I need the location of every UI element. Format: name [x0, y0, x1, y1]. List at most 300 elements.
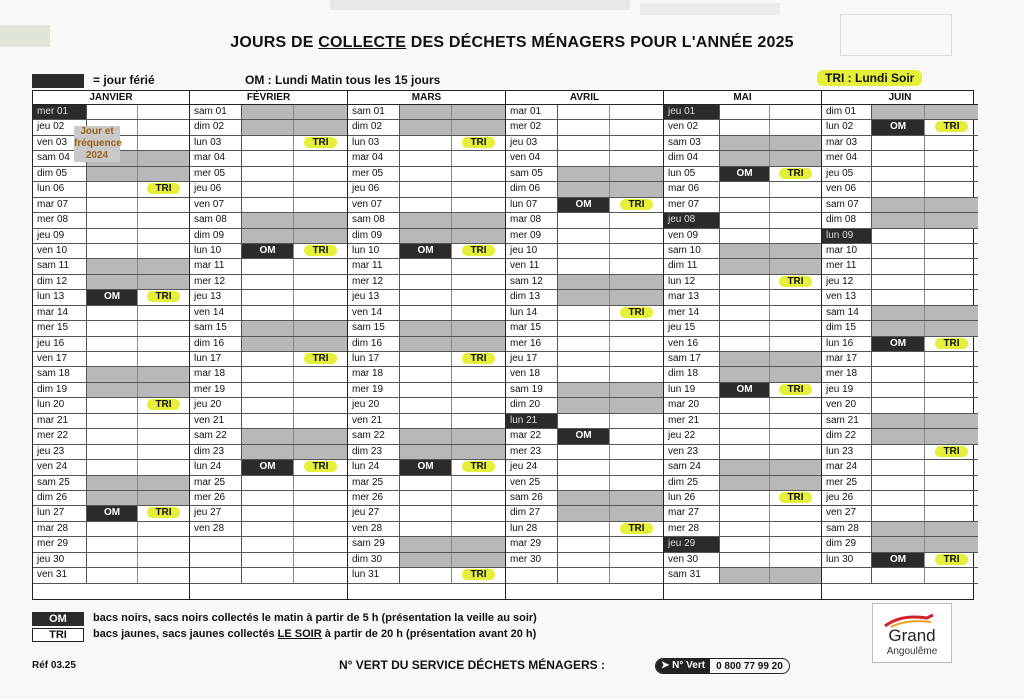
day-row: [506, 367, 663, 382]
day-label: sam 22: [190, 429, 242, 443]
day-label: lun 20: [33, 398, 87, 412]
tri-highlight: TRI: [147, 183, 179, 194]
day-label: mer 05: [348, 167, 400, 181]
day-label: sam 14: [822, 306, 872, 320]
tri-cell: [610, 275, 663, 289]
day-row: [190, 120, 347, 135]
holiday-legend-label: = jour férié: [93, 73, 155, 87]
tri-cell: [925, 445, 978, 459]
tri-cell: [610, 259, 663, 273]
om-cell: [242, 259, 294, 273]
tri-cell: [138, 213, 189, 227]
month-column: [822, 91, 978, 599]
day-label: sam 07: [822, 198, 872, 212]
tri-cell: [294, 198, 347, 212]
day-label: jeu 27: [348, 506, 400, 520]
tri-cell: [452, 120, 505, 134]
day-row: [664, 445, 821, 460]
om-cell: [720, 321, 770, 335]
month-header: MAI: [664, 91, 821, 105]
om-cell: [242, 337, 294, 351]
tri-cell: [925, 275, 978, 289]
tri-cell: [770, 429, 821, 443]
day-label: dim 11: [664, 259, 720, 273]
tri-cell: [138, 151, 189, 165]
tri-cell: [138, 522, 189, 536]
day-label: mer 29: [33, 537, 87, 551]
day-label: [190, 537, 242, 551]
day-row: [190, 429, 347, 444]
tri-cell: [925, 213, 978, 227]
day-row: [348, 290, 505, 305]
day-row: [822, 506, 978, 521]
day-label: mer 12: [348, 275, 400, 289]
logo-line1: Grand: [888, 626, 936, 645]
tri-highlight: TRI: [779, 276, 811, 287]
tri-cell: [770, 213, 821, 227]
day-row: [190, 568, 347, 583]
day-row: [33, 568, 189, 583]
day-label: dim 20: [506, 398, 558, 412]
tri-cell: [138, 367, 189, 381]
day-label: jeu 05: [822, 167, 872, 181]
tri-cell: [138, 398, 189, 412]
tri-cell: [294, 259, 347, 273]
day-row: [664, 414, 821, 429]
tri-cell: [770, 244, 821, 258]
day-row: [33, 337, 189, 352]
om-cell: [558, 476, 610, 490]
day-row: [822, 105, 978, 120]
day-row: [506, 537, 663, 552]
om-cell: [558, 445, 610, 459]
day-row: [190, 491, 347, 506]
om-schedule-label: OM : Lundi Matin tous les 15 jours: [245, 73, 441, 87]
day-row: [33, 429, 189, 444]
day-label: ven 13: [822, 290, 872, 304]
tri-cell: [770, 182, 821, 196]
day-row: [506, 151, 663, 166]
day-row: [664, 367, 821, 382]
day-label: lun 24: [348, 460, 400, 474]
om-cell: [558, 306, 610, 320]
day-row: [822, 120, 978, 135]
tri-cell: [294, 229, 347, 243]
day-label: dim 25: [664, 476, 720, 490]
tri-cell: [925, 321, 978, 335]
om-cell: [242, 151, 294, 165]
jour-frequence-2024-note: Jour et fréquence 2024: [74, 126, 122, 161]
om-cell: [872, 445, 925, 459]
om-cell: [400, 506, 452, 520]
day-row: [822, 429, 978, 444]
day-label: dim 26: [33, 491, 87, 505]
om-cell: [720, 244, 770, 258]
tri-cell: [770, 367, 821, 381]
day-label: sam 01: [348, 105, 400, 119]
day-row: [664, 491, 821, 506]
day-row: [190, 151, 347, 166]
tri-cell: [925, 367, 978, 381]
day-label: ven 17: [33, 352, 87, 366]
tri-cell: [770, 506, 821, 520]
tri-cell: [294, 460, 347, 474]
tri-cell: [925, 491, 978, 505]
day-label: jeu 17: [506, 352, 558, 366]
day-row: [33, 259, 189, 274]
om-cell: [720, 198, 770, 212]
tri-cell: [452, 151, 505, 165]
om-cell: [87, 568, 138, 582]
om-cell: [242, 213, 294, 227]
om-cell: [242, 398, 294, 412]
tri-highlight: TRI: [462, 137, 494, 148]
day-row: [822, 491, 978, 506]
tri-cell: [452, 568, 505, 582]
day-row: [348, 306, 505, 321]
om-cell: [87, 537, 138, 551]
tri-cell: [770, 537, 821, 551]
om-cell: [87, 198, 138, 212]
om-cell: [720, 120, 770, 134]
day-row: [506, 136, 663, 151]
om-cell: [872, 398, 925, 412]
day-label: dim 05: [33, 167, 87, 181]
day-label: lun 03: [190, 136, 242, 150]
day-row: [190, 537, 347, 552]
day-label: sam 05: [506, 167, 558, 181]
tri-cell: [770, 151, 821, 165]
om-cell: [872, 491, 925, 505]
day-label: mer 05: [190, 167, 242, 181]
day-row: [190, 105, 347, 120]
logo-line2: Angoulême: [886, 646, 938, 657]
day-row: [664, 167, 821, 182]
day-row: [348, 198, 505, 213]
tri-highlight: TRI: [304, 461, 336, 472]
day-row: [664, 352, 821, 367]
day-label: lun 03: [348, 136, 400, 150]
day-row: [822, 182, 978, 197]
tri-cell: [294, 414, 347, 428]
day-label: mer 30: [506, 553, 558, 567]
om-cell: OM: [872, 553, 925, 567]
day-row: [190, 321, 347, 336]
day-row: [348, 182, 505, 197]
tri-cell: [610, 213, 663, 227]
om-cell: [720, 414, 770, 428]
day-label: mar 01: [506, 105, 558, 119]
day-label: ven 07: [348, 198, 400, 212]
month-header: JANVIER: [33, 91, 189, 105]
day-row: [822, 398, 978, 413]
day-row: [190, 476, 347, 491]
day-row: [348, 120, 505, 135]
day-row: [506, 182, 663, 197]
day-row: [664, 198, 821, 213]
tri-cell: [452, 182, 505, 196]
om-cell: [242, 182, 294, 196]
tri-cell: [925, 259, 978, 273]
tri-cell: [610, 229, 663, 243]
day-row: [664, 522, 821, 537]
tri-cell: [138, 352, 189, 366]
day-label: sam 04: [33, 151, 87, 165]
day-label: mer 07: [664, 198, 720, 212]
tri-cell: [452, 352, 505, 366]
day-row: [664, 120, 821, 135]
om-cell: [720, 491, 770, 505]
day-row: [506, 383, 663, 398]
tri-cell: [770, 414, 821, 428]
tri-cell: [610, 537, 663, 551]
tri-cell: [610, 167, 663, 181]
day-label: mar 07: [33, 198, 87, 212]
om-legend-tag: OM: [32, 612, 84, 626]
day-label: lun 10: [348, 244, 400, 258]
tri-cell: [610, 383, 663, 397]
day-label: sam 26: [506, 491, 558, 505]
day-label: ven 14: [190, 306, 242, 320]
day-label: sam 22: [348, 429, 400, 443]
day-row: [33, 553, 189, 568]
tri-cell: [294, 445, 347, 459]
tri-cell: [452, 414, 505, 428]
om-cell: [242, 522, 294, 536]
tri-highlight: TRI: [462, 245, 494, 256]
om-cell: [242, 537, 294, 551]
day-row: [664, 229, 821, 244]
tri-cell: [610, 120, 663, 134]
om-cell: [400, 259, 452, 273]
om-cell: [242, 445, 294, 459]
day-row: [506, 460, 663, 475]
day-label: mar 21: [33, 414, 87, 428]
tri-cell: [925, 460, 978, 474]
om-cell: [242, 198, 294, 212]
day-row: [33, 275, 189, 290]
tri-cell: [294, 383, 347, 397]
day-row: [506, 120, 663, 135]
day-label: lun 17: [348, 352, 400, 366]
tri-cell: [610, 506, 663, 520]
om-cell: [242, 568, 294, 582]
day-label: sam 08: [190, 213, 242, 227]
day-row: [348, 506, 505, 521]
day-label: mer 18: [822, 367, 872, 381]
day-row: [348, 398, 505, 413]
om-cell: [400, 337, 452, 351]
om-cell: [558, 259, 610, 273]
day-label: jeu 29: [664, 537, 720, 551]
day-row: [348, 244, 505, 259]
tri-cell: [294, 537, 347, 551]
om-cell: [720, 568, 770, 582]
om-cell: [872, 198, 925, 212]
day-label: mer 12: [190, 275, 242, 289]
day-label: jeu 19: [822, 383, 872, 397]
day-row: [33, 506, 189, 521]
day-row: [822, 522, 978, 537]
day-row: [822, 167, 978, 182]
tri-cell: [138, 476, 189, 490]
day-row: [664, 275, 821, 290]
tri-cell: [294, 244, 347, 258]
tri-cell: [452, 491, 505, 505]
om-cell: [720, 290, 770, 304]
day-row: [33, 167, 189, 182]
day-row: [664, 460, 821, 475]
tri-cell: [294, 352, 347, 366]
tri-cell: [925, 476, 978, 490]
day-row: [506, 229, 663, 244]
om-cell: [87, 367, 138, 381]
day-row: [190, 290, 347, 305]
tri-cell: [452, 244, 505, 258]
om-cell: [720, 522, 770, 536]
day-label: dim 08: [822, 213, 872, 227]
tri-cell: [610, 105, 663, 119]
tri-highlight: TRI: [147, 507, 179, 518]
day-row: [506, 429, 663, 444]
day-row: [190, 398, 347, 413]
om-cell: OM: [872, 337, 925, 351]
day-label: dim 02: [348, 120, 400, 134]
day-row: [33, 105, 189, 120]
tri-cell: [770, 259, 821, 273]
tri-cell: [452, 337, 505, 351]
om-legend-text: bacs noirs, sacs noirs collectés le matin à partir de 5 h (présentation la veille au soir): [93, 612, 537, 624]
tri-cell: [138, 414, 189, 428]
tri-cell: [452, 522, 505, 536]
tri-cell: [294, 429, 347, 443]
tri-legend-text: bacs jaunes, sacs jaunes collectés LE SOIR à partir de 20 h (présentation avant 20 h): [93, 628, 537, 640]
day-row: [33, 182, 189, 197]
day-label: dim 16: [348, 337, 400, 351]
day-label: ven 30: [664, 553, 720, 567]
day-label: mer 19: [190, 383, 242, 397]
tri-cell: [770, 491, 821, 505]
month-column: [348, 91, 506, 599]
om-cell: [558, 182, 610, 196]
day-label: dim 06: [506, 182, 558, 196]
om-cell: [400, 198, 452, 212]
day-label: jeu 27: [190, 506, 242, 520]
om-cell: [872, 136, 925, 150]
om-cell: [558, 244, 610, 258]
tri-cell: [452, 229, 505, 243]
tri-cell: [610, 244, 663, 258]
tri-cell: [925, 568, 978, 582]
day-row: [348, 383, 505, 398]
om-cell: [242, 352, 294, 366]
om-cell: OM: [872, 120, 925, 134]
om-cell: [87, 398, 138, 412]
om-cell: [87, 275, 138, 289]
day-row: [506, 259, 663, 274]
day-label: mar 20: [664, 398, 720, 412]
tri-cell: [610, 136, 663, 150]
tri-cell: [294, 213, 347, 227]
om-cell: [558, 120, 610, 134]
om-cell: [558, 213, 610, 227]
day-label: mer 08: [33, 213, 87, 227]
tri-cell: [925, 352, 978, 366]
tri-legend-tag: TRI: [32, 628, 84, 642]
tri-cell: [452, 275, 505, 289]
day-label: jeu 06: [190, 182, 242, 196]
day-label: mar 04: [348, 151, 400, 165]
tri-cell: [610, 414, 663, 428]
day-label: sam 10: [664, 244, 720, 258]
day-row: [33, 398, 189, 413]
day-label: lun 17: [190, 352, 242, 366]
day-row: [190, 198, 347, 213]
day-row: [190, 182, 347, 197]
day-label: sam 18: [33, 367, 87, 381]
tri-cell: [138, 491, 189, 505]
day-row: [506, 398, 663, 413]
day-row: [506, 476, 663, 491]
tri-cell: [610, 306, 663, 320]
day-row: [822, 198, 978, 213]
day-row: [348, 321, 505, 336]
om-cell: [87, 460, 138, 474]
om-cell: [400, 306, 452, 320]
day-row: [348, 460, 505, 475]
om-cell: [242, 491, 294, 505]
day-label: sam 08: [348, 213, 400, 227]
day-label: sam 03: [664, 136, 720, 150]
tri-cell: [770, 352, 821, 366]
tri-cell: [610, 398, 663, 412]
om-cell: [87, 244, 138, 258]
tri-cell: [925, 306, 978, 320]
month-header: FÉVRIER: [190, 91, 347, 105]
day-row: [664, 537, 821, 552]
tri-cell: [610, 367, 663, 381]
day-label: jeu 20: [190, 398, 242, 412]
day-label: [190, 568, 242, 582]
day-row: [822, 136, 978, 151]
day-row: [664, 105, 821, 120]
tri-highlight: TRI: [935, 554, 967, 565]
tri-cell: [138, 553, 189, 567]
om-cell: [400, 120, 452, 134]
day-label: mar 28: [33, 522, 87, 536]
day-label: dim 02: [190, 120, 242, 134]
tri-highlight: TRI: [462, 353, 494, 364]
om-cell: [720, 229, 770, 243]
day-row: [822, 229, 978, 244]
om-cell: [87, 491, 138, 505]
day-label: sam 01: [190, 105, 242, 119]
day-row: [33, 367, 189, 382]
tri-cell: [610, 476, 663, 490]
day-label: ven 25: [506, 476, 558, 490]
day-label: lun 21: [506, 414, 558, 428]
day-label: mer 04: [822, 151, 872, 165]
tri-cell: [452, 367, 505, 381]
day-row: [348, 445, 505, 460]
tri-cell: [452, 259, 505, 273]
om-cell: [558, 398, 610, 412]
month-column: [190, 91, 348, 599]
tri-highlight: TRI: [935, 338, 967, 349]
om-cell: [242, 553, 294, 567]
day-label: lun 12: [664, 275, 720, 289]
day-label: mer 14: [664, 306, 720, 320]
